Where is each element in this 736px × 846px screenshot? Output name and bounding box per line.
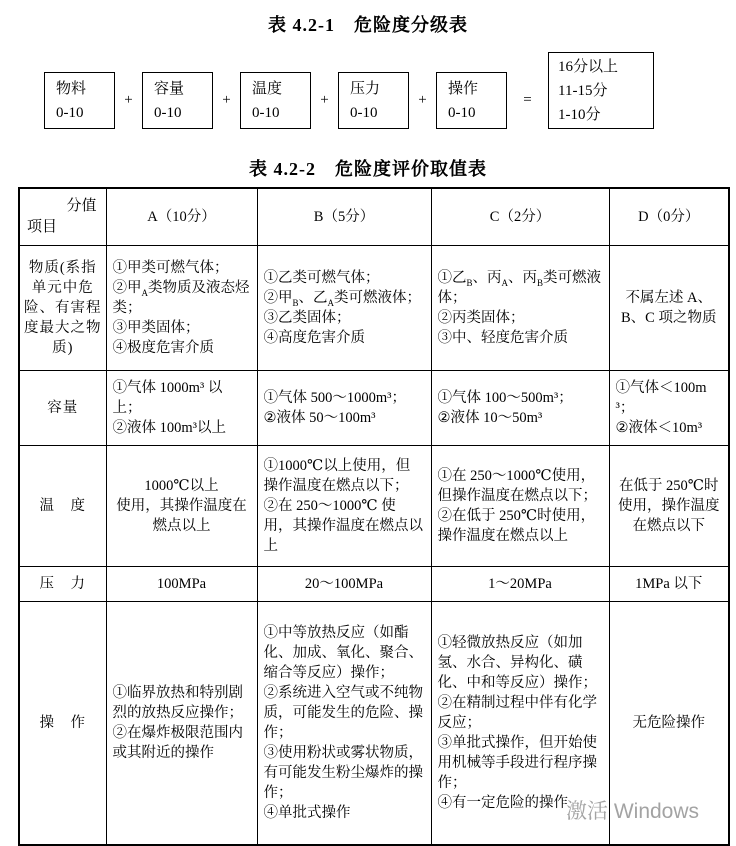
- formula-box-range: 0-10: [154, 104, 182, 121]
- row-header-operation: 操 作: [19, 601, 106, 845]
- table2-title: 表 4.2-2 危险度评价取值表: [249, 159, 487, 179]
- row-material: [19, 245, 729, 370]
- cell-temperature-a: 1000℃以上 使用，其操作温度在燃点以上: [106, 445, 257, 566]
- cell-material-d: 不属左述 A、B、C 项之物质: [609, 245, 729, 370]
- corner-score-label: 分值: [66, 198, 97, 214]
- header-row: [19, 188, 729, 245]
- formula-box-temperature: [240, 72, 311, 129]
- cell-pressure-d: 1MPa 以下: [609, 566, 729, 601]
- cell-capacity-d: ①气体＜100m³； ②液体＜10m³: [609, 370, 729, 445]
- cell-temperature-b: ①1000℃以上使用，但操作温度在燃点以下； ②在 250～1000℃ 使用，其操作温度在燃点以上: [257, 445, 431, 566]
- cell-pressure-b: 20～100MPa: [257, 566, 431, 601]
- cell-operation-c: ①轻微放热反应（如加氢、水合、异构化、磺化、中和等反应）操作； ②在精制过程中伴有化学反应； ③单批式操作，但开始使用机械等手段进行程序操作； ④有一定危险的操作: [431, 601, 609, 845]
- corner-cell: [19, 188, 106, 245]
- plus-sign: +: [418, 92, 427, 108]
- row-header-material: 物质(系指单元中危险、有害程度最大之物质): [19, 245, 106, 370]
- table1-title: 表 4.2-1 危险度分级表: [268, 15, 468, 35]
- formula-box-operation: [436, 72, 507, 129]
- row-header-pressure: 压 力: [19, 566, 106, 601]
- formula-box-range: 0-10: [448, 104, 476, 121]
- formula-box-label: 操作: [448, 80, 479, 97]
- formula-box-range: 0-10: [350, 104, 378, 121]
- plus-sign: +: [124, 92, 133, 108]
- risk-grade-formula: [44, 52, 736, 129]
- cell-operation-a: ①临界放热和特别剧烈的放热反应操作； ②在爆炸极限范围内或其附近的操作: [106, 601, 257, 845]
- col-header-c: C（2分）: [431, 188, 609, 245]
- formula-box-label: 压力: [350, 80, 381, 97]
- cell-material-a: ①甲类可燃气体； ②甲$_A$类物质及液态烃类； ③甲类固体； ④极度危害介质: [106, 245, 257, 370]
- formula-box-label: 容量: [154, 80, 185, 97]
- col-header-d: D（0分）: [609, 188, 729, 245]
- row-temperature: [19, 445, 729, 566]
- cell-material-b: ①乙类可燃气体； ②甲$_B$、乙$_A$类可燃液体； ③乙类固体； ④高度危害介质: [257, 245, 431, 370]
- equals-sign: =: [523, 92, 532, 108]
- formula-box-label: 温度: [252, 80, 283, 97]
- result-line: 16分以上: [558, 58, 619, 75]
- formula-box-pressure: [338, 72, 409, 129]
- result-line: 11-15分: [558, 82, 608, 99]
- plus-sign: +: [320, 92, 329, 108]
- cell-pressure-a: 100MPa: [106, 566, 257, 601]
- col-header-b: B（5分）: [257, 188, 431, 245]
- cell-capacity-c: ①气体 100～500m³； ②液体 10～50m³: [431, 370, 609, 445]
- cell-operation-b: ①中等放热反应（如酯化、加成、氧化、聚合、缩合等反应）操作； ②系统进入空气或不纯物质，可能发生的危险、操作； ③使用粉状或雾状物质，有可能发生粉尘爆炸的操作； ④单批式操作: [257, 601, 431, 845]
- formula-result-box: [548, 52, 654, 129]
- cell-capacity-a: ①气体 1000m³ 以上； ②液体 100m³以上: [106, 370, 257, 445]
- col-header-a: A（10分）: [106, 188, 257, 245]
- formula-box-range: 0-10: [56, 104, 84, 121]
- cell-pressure-c: 1～20MPa: [431, 566, 609, 601]
- cell-capacity-b: ①气体 500～1000m³； ②液体 50～100m³: [257, 370, 431, 445]
- cell-temperature-c: ①在 250～1000℃使用，但操作温度在燃点以下； ②在低于 250℃时使用，操作温度在燃点以上: [431, 445, 609, 566]
- formula-box-material: [44, 72, 115, 129]
- result-line: 1-10分: [558, 106, 601, 123]
- row-pressure: [19, 566, 729, 601]
- row-header-capacity: 容量: [19, 370, 106, 445]
- activate-windows-watermark: 激活 Windows: [566, 800, 700, 823]
- risk-evaluation-table: [18, 187, 730, 846]
- formula-box-range: 0-10: [252, 104, 280, 121]
- formula-box-capacity: [142, 72, 213, 129]
- formula-box-label: 物料: [56, 80, 87, 97]
- plus-sign: +: [222, 92, 231, 108]
- cell-material-c: ①乙$_B$、丙$_A$、丙$_B$类可燃液体； ②丙类固体； ③中、轻度危害介质: [431, 245, 609, 370]
- row-header-temperature: 温 度: [19, 445, 106, 566]
- corner-item-label: 项目: [27, 218, 58, 235]
- cell-operation-d: 无危险操作: [609, 601, 729, 845]
- row-capacity: [19, 370, 729, 445]
- cell-temperature-d: 在低于 250℃时使用，操作温度在燃点以下: [609, 445, 729, 566]
